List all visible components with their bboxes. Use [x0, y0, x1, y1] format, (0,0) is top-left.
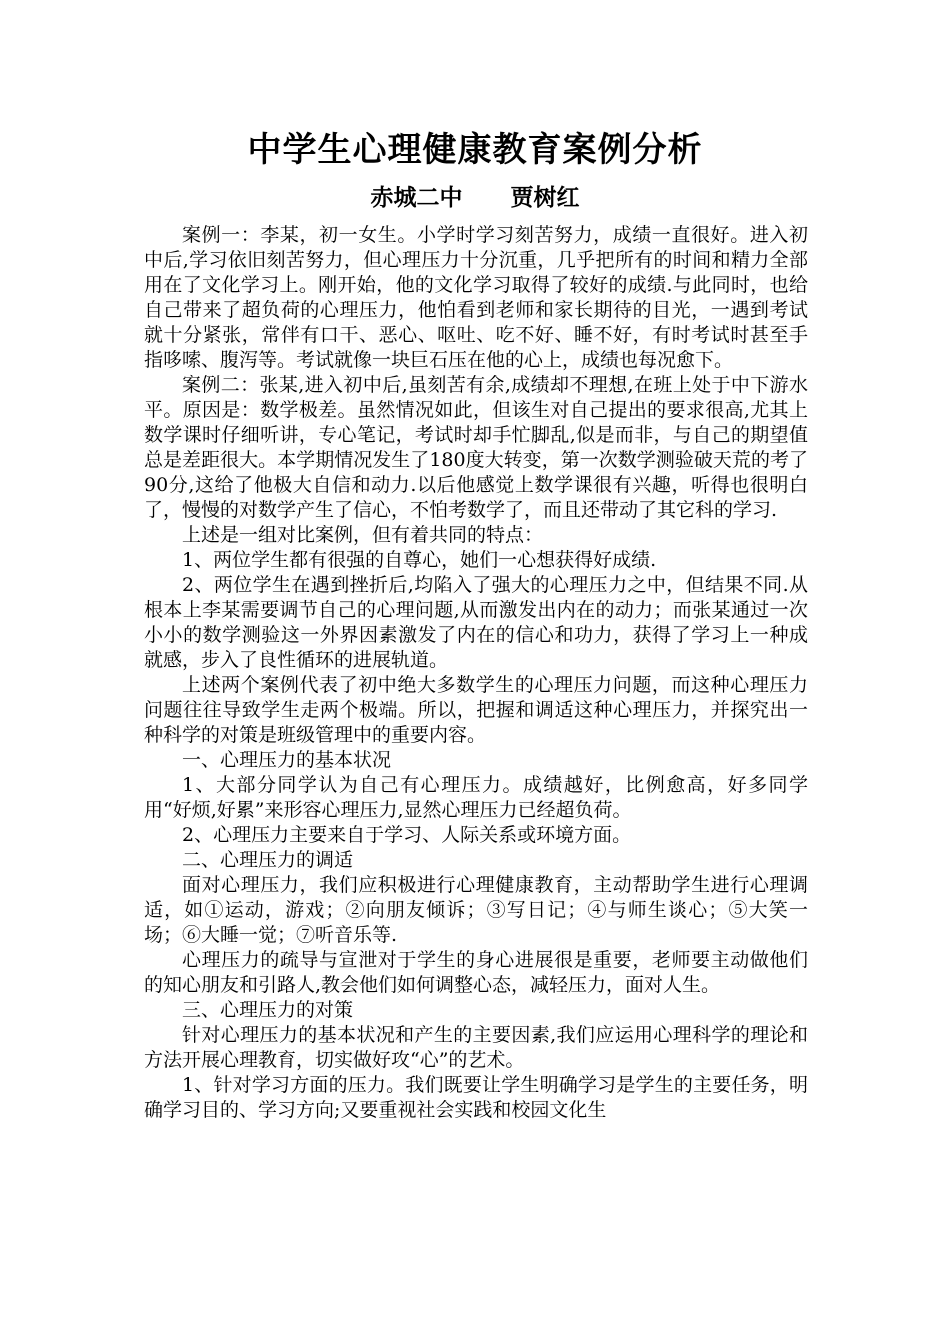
- document-body: [144, 223, 808, 1123]
- paragraph-feature-2: 2、两位学生在遇到挫折后,均陷入了强大的心理压力之中，但结果不同.从根本上李某需要调节自己的心理问题,从而激发出内在的动力；而张某通过一次小小的数学测验这一外界因素激发了内在的信心和功力，获得了学习上一种成就感，步入了良性循环的进展轨道。: [144, 574, 808, 671]
- paragraph-feature-1: 1、两位学生都有很强的自尊心，她们一心想获得好成绩.: [182, 549, 657, 571]
- section-heading-2: 二、心理压力的调适: [182, 849, 354, 871]
- paragraph-guidance: 心理压力的疏导与宣泄对于学生的身心进展很是重要，老师要主动做他们的知心朋友和引路人,教会他们如何调整心态，减轻压力，面对人生。: [144, 949, 808, 996]
- document-title: 中学生心理健康教育案例分析: [247, 130, 703, 170]
- paragraph-adjustment: 面对心理压力，我们应积极进行心理健康教育，主动帮助学生进行心理调适，如①运动，游戏；②向朋友倾诉；③写日记；④与师生谈心；⑤大笑一场；⑥大睡一觉；⑦听音乐等.: [144, 874, 808, 946]
- paragraph-countermeasures: 针对心理压力的基本状况和产生的主要因素,我们应运用心理科学的理论和方法开展心理教育，切实做好攻“心”的艺术。: [144, 1024, 808, 1071]
- paragraph-case-two: 案例二：张某,进入初中后,虽刻苦有余,成绩却不理想,在班上处于中下游水平。原因是：数学极差。虽然情况如此，但该生对自己提出的要求很高,尤其上数学课时仔细听讲，专心笔记，考试时却手忙脚乱,似是而非，与自己的期望值总是差距很大。本学期情况发生了180度大转变，第一次数学测验破天荒的考了90分,这给了他极大自信和动力.以后他感觉上数学课很有兴趣，听得也很明白了，慢慢的对数学产生了信心，不怕考数学了，而且还带动了其它科的学习.: [144, 374, 808, 521]
- paragraph-status-2: 2、心理压力主要来自于学习、人际关系或环境方面。: [182, 824, 632, 846]
- paragraph-status-1: 1、大部分同学认为自己有心理压力。成绩越好，比例愈高，好多同学用“好烦,好累”来形容心理压力,显然心理压力已经超负荷。: [144, 774, 808, 821]
- paragraph-summary: 上述两个案例代表了初中绝大多数学生的心理压力问题，而这种心理压力问题往往导致学生走两个极端。所以，把握和调适这种心理压力，并探究出一种科学的对策是班级管理中的重要内容。: [144, 674, 808, 746]
- section-heading-1: 一、心理压力的基本状况: [182, 749, 392, 771]
- paragraph-countermeasure-1: 1、针对学习方面的压力。我们既要让学生明确学习是学生的主要任务，明确学习目的、学习方向;又要重视社会实践和校园文化生: [144, 1074, 808, 1121]
- section-heading-3: 三、心理压力的对策: [182, 999, 354, 1021]
- paragraph-case-one: 案例一：李某，初一女生。小学时学习刻苦努力，成绩一直很好。进入初中后,学习依旧刻苦努力，但心理压力十分沉重，几乎把所有的时间和精力全部用在了文化学习上。刚开始，他的文化学习取得了较好的成绩.与此同时，也给自己带来了超负荷的心理压力，他怕看到老师和家长期待的目光，一遇到考试就十分紧张，常伴有口干、恶心、呕吐、吃不好、睡不好，有时考试时甚至手指哆嗦、腹泻等。考试就像一块巨石压在他的心上，成绩也每况愈下。: [144, 224, 808, 371]
- author-byline: 赤城二中 贾树红: [370, 184, 580, 211]
- paragraph-comparison-intro: 上述是一组对比案例，但有着共同的特点：: [182, 524, 544, 546]
